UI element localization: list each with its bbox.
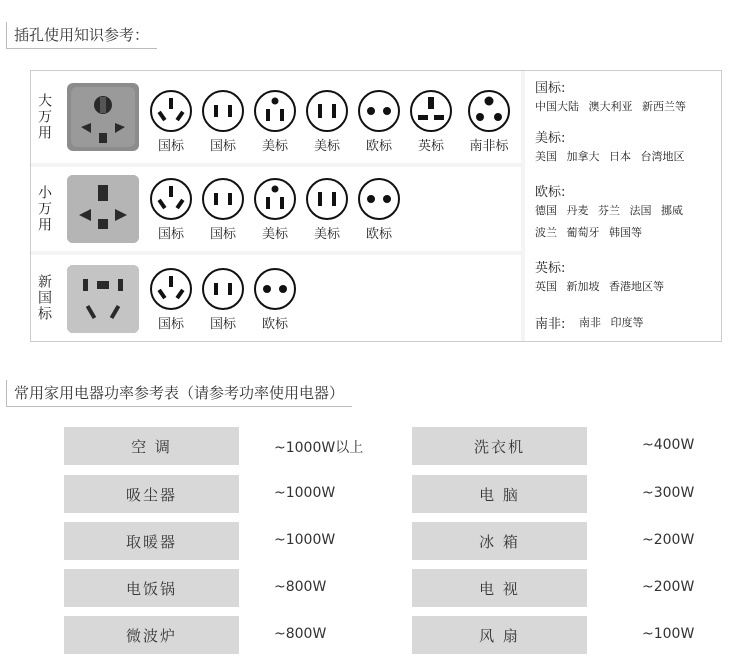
guobiao-2pin-socket-icon (201, 267, 245, 311)
socket-oubiao: 欧标 (357, 177, 401, 242)
socket-meibiao-2pin: 美标 (305, 89, 349, 154)
meibiao-3pin-socket-icon (253, 89, 297, 133)
meibiao-2pin-socket-icon (305, 177, 349, 221)
section-title-plug-guide: 插孔使用知识参考： (6, 22, 157, 49)
socket-oubiao: 欧标 (253, 267, 297, 332)
appliance-name: 电 视 (412, 569, 587, 607)
appliance-power: ~200W (642, 532, 695, 548)
socket-guobiao: 国标 (149, 89, 193, 154)
guobiao-2pin-socket-icon (201, 177, 245, 221)
plug-type-table (30, 70, 722, 342)
meibiao-3pin-socket-icon (253, 177, 297, 221)
legend-yingbiao-title: 英标: (535, 261, 566, 276)
row-label: 大万用 (36, 93, 52, 141)
socket-guobiao-2pin: 国标 (201, 177, 245, 242)
appliance-power: ~100W (642, 626, 695, 642)
legend-guobiao-title: 国标: (535, 81, 566, 96)
universal-socket-photo (67, 83, 139, 151)
appliance-power: ~800W (274, 626, 327, 642)
legend-guobiao-countries: 中国大陆 澳大利亚 新西兰等 (535, 100, 686, 113)
row-label: 新国标 (36, 274, 52, 322)
socket-yingbiao: 英标 (409, 89, 453, 154)
appliance-power: ~1000W以上 (274, 440, 364, 456)
socket-meibiao-3pin: 美标 (253, 177, 297, 242)
guobiao-2pin-socket-icon (201, 89, 245, 133)
yingbiao-socket-icon (409, 89, 453, 133)
socket-guobiao-2pin: 国标 (201, 267, 245, 332)
universal-small-socket-photo (67, 175, 139, 243)
appliance-name: 洗衣机 (412, 427, 587, 465)
guobiao-socket-icon (149, 89, 193, 133)
socket-meibiao-2pin: 美标 (305, 177, 349, 242)
appliance-name: 微波炉 (64, 616, 239, 654)
appliance-name: 吸尘器 (64, 475, 239, 513)
legend-nanfei-title: 南非: (535, 317, 566, 332)
meibiao-2pin-socket-icon (305, 89, 349, 133)
appliance-power: ~200W (642, 579, 695, 595)
oubiao-socket-icon (357, 177, 401, 221)
appliance-power: ~400W (642, 437, 695, 453)
guobiao-socket-icon (149, 177, 193, 221)
row-label: 小万用 (36, 185, 52, 233)
legend-oubiao-countries-1: 德国 丹麦 芬兰 法国 挪威 (535, 204, 683, 217)
row-new-national (31, 255, 521, 341)
guobiao-socket-icon (149, 267, 193, 311)
appliance-name: 取暖器 (64, 522, 239, 560)
legend-meibiao-title: 美标: (535, 131, 566, 146)
legend-meibiao-countries: 美国 加拿大 日本 台湾地区 (535, 150, 685, 163)
region-legend (525, 71, 721, 341)
legend-yingbiao-countries: 英国 新加坡 香港地区等 (535, 280, 664, 293)
socket-guobiao: 国标 (149, 177, 193, 242)
row-universal-large (31, 71, 521, 163)
socket-nanfei: 南非标 (463, 89, 515, 154)
appliance-name: 风 扇 (412, 616, 587, 654)
nanfei-socket-icon (467, 89, 511, 133)
appliance-name: 冰 箱 (412, 522, 587, 560)
new-national-socket-photo (67, 265, 139, 333)
section-title-power-table: 常用家用电器功率参考表（请参考功率使用电器） (6, 380, 352, 407)
socket-guobiao: 国标 (149, 267, 193, 332)
socket-meibiao-3pin: 美标 (253, 89, 297, 154)
legend-oubiao-title: 欧标: (535, 185, 566, 200)
oubiao-socket-icon (357, 89, 401, 133)
legend-nanfei-countries: 南非 印度等 (579, 316, 644, 329)
appliance-power: ~1000W (274, 532, 336, 548)
appliance-power: ~1000W (274, 485, 336, 501)
row-universal-small (31, 167, 521, 251)
appliance-name: 电饭锅 (64, 569, 239, 607)
appliance-power: ~800W (274, 579, 327, 595)
legend-oubiao-countries-2: 波兰 葡萄牙 韩国等 (535, 226, 642, 239)
socket-guobiao-2pin: 国标 (201, 89, 245, 154)
oubiao-socket-icon (253, 267, 297, 311)
socket-oubiao: 欧标 (357, 89, 401, 154)
appliance-name: 空 调 (64, 427, 239, 465)
appliance-power: ~300W (642, 485, 695, 501)
appliance-name: 电 脑 (412, 475, 587, 513)
